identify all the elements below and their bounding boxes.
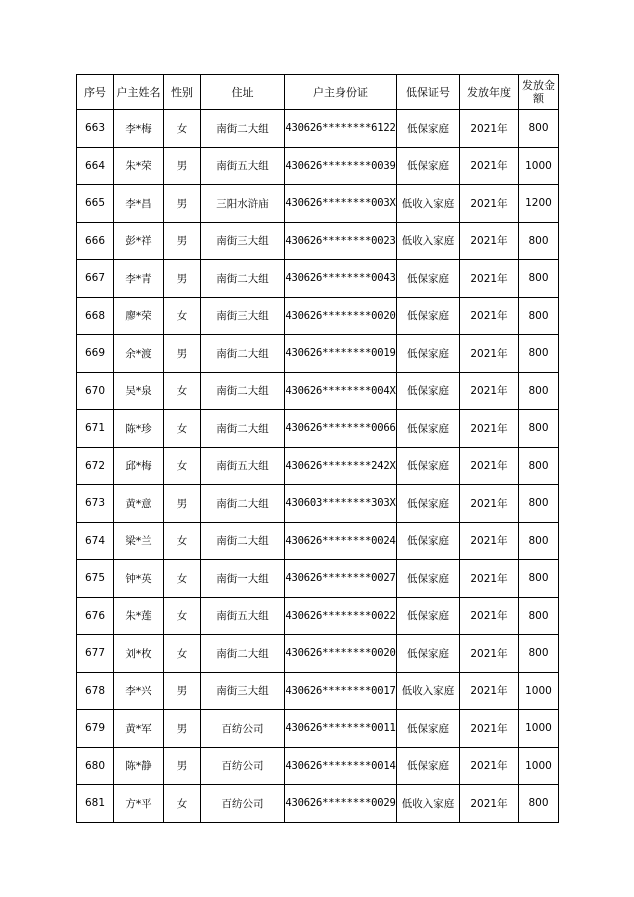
cell-seq: 674 [77,522,114,560]
cell-cert-no: 低保家庭 [397,372,460,410]
cell-amount: 800 [519,335,559,373]
cell-cert-no: 低收入家庭 [397,185,460,223]
cell-seq: 664 [77,147,114,185]
cell-name: 刘*枚 [114,635,164,673]
cell-amount: 800 [519,522,559,560]
cell-address: 南街三大组 [201,672,285,710]
cell-amount: 1000 [519,672,559,710]
cell-seq: 675 [77,560,114,598]
header-address: 住址 [201,75,285,110]
cell-cert-no: 低保家庭 [397,747,460,785]
table-row [77,335,559,373]
cell-address: 百纺公司 [201,785,285,823]
cell-cert-no: 低保家庭 [397,260,460,298]
cell-gender: 男 [164,710,201,748]
cell-address: 三阳水浒庙 [201,185,285,223]
cell-amount: 800 [519,597,559,635]
cell-amount: 1000 [519,710,559,748]
cell-name: 朱*荣 [114,147,164,185]
cell-name: 余*渡 [114,335,164,373]
table-row [77,485,559,523]
cell-address: 南街二大组 [201,372,285,410]
cell-amount: 800 [519,222,559,260]
cell-amount: 800 [519,447,559,485]
cell-year: 2021年 [460,710,519,748]
cell-name: 李*青 [114,260,164,298]
cell-address: 南街五大组 [201,147,285,185]
header-seq: 序号 [77,75,114,110]
cell-amount: 1000 [519,747,559,785]
cell-seq: 668 [77,297,114,335]
table-row [77,410,559,448]
cell-name: 廖*荣 [114,297,164,335]
cell-address: 南街五大组 [201,447,285,485]
cell-seq: 681 [77,785,114,823]
cell-gender: 女 [164,785,201,823]
cell-id-card: 430626********004X [285,372,397,410]
cell-name: 吴*泉 [114,372,164,410]
cell-name: 朱*莲 [114,597,164,635]
table-row [77,560,559,598]
cell-cert-no: 低收入家庭 [397,672,460,710]
cell-gender: 女 [164,410,201,448]
cell-address: 百纺公司 [201,710,285,748]
cell-gender: 女 [164,447,201,485]
cell-gender: 男 [164,185,201,223]
cell-year: 2021年 [460,260,519,298]
cell-cert-no: 低保家庭 [397,560,460,598]
cell-name: 邱*梅 [114,447,164,485]
table-body [77,110,559,823]
cell-year: 2021年 [460,560,519,598]
cell-year: 2021年 [460,447,519,485]
cell-cert-no: 低收入家庭 [397,222,460,260]
cell-id-card: 430603********303X [285,485,397,523]
cell-address: 百纺公司 [201,747,285,785]
cell-year: 2021年 [460,147,519,185]
cell-amount: 800 [519,560,559,598]
table-row [77,260,559,298]
cell-name: 李*梅 [114,110,164,148]
cell-seq: 673 [77,485,114,523]
cell-gender: 男 [164,672,201,710]
cell-seq: 672 [77,447,114,485]
cell-seq: 670 [77,372,114,410]
cell-address: 南街二大组 [201,522,285,560]
cell-id-card: 430626********0011 [285,710,397,748]
cell-id-card: 430626********0023 [285,222,397,260]
cell-seq: 676 [77,597,114,635]
cell-amount: 800 [519,485,559,523]
cell-gender: 男 [164,335,201,373]
table-row [77,635,559,673]
cell-gender: 女 [164,297,201,335]
cell-seq: 666 [77,222,114,260]
cell-year: 2021年 [460,185,519,223]
cell-year: 2021年 [460,635,519,673]
cell-id-card: 430626********242X [285,447,397,485]
cell-cert-no: 低保家庭 [397,447,460,485]
cell-cert-no: 低保家庭 [397,410,460,448]
cell-id-card: 430626********0019 [285,335,397,373]
table-row [77,447,559,485]
cell-name: 黄*军 [114,710,164,748]
table-row [77,597,559,635]
cell-address: 南街二大组 [201,410,285,448]
table-row [77,222,559,260]
cell-seq: 669 [77,335,114,373]
cell-amount: 800 [519,297,559,335]
relief-table [76,74,559,823]
header-year: 发放年度 [460,75,519,110]
cell-amount: 800 [519,410,559,448]
cell-year: 2021年 [460,785,519,823]
table-row [77,522,559,560]
cell-year: 2021年 [460,372,519,410]
cell-address: 南街三大组 [201,222,285,260]
cell-year: 2021年 [460,747,519,785]
cell-amount: 800 [519,635,559,673]
cell-cert-no: 低保家庭 [397,485,460,523]
cell-address: 南街二大组 [201,635,285,673]
table-header [77,75,559,110]
cell-address: 南街二大组 [201,260,285,298]
cell-gender: 女 [164,597,201,635]
cell-gender: 男 [164,485,201,523]
cell-seq: 680 [77,747,114,785]
cell-address: 南街五大组 [201,597,285,635]
cell-seq: 667 [77,260,114,298]
cell-name: 梁*兰 [114,522,164,560]
cell-year: 2021年 [460,110,519,148]
cell-id-card: 430626********0066 [285,410,397,448]
cell-id-card: 430626********0020 [285,635,397,673]
cell-id-card: 430626********0043 [285,260,397,298]
cell-name: 陈*静 [114,747,164,785]
cell-amount: 800 [519,372,559,410]
header-cert-no: 低保证号 [397,75,460,110]
cell-gender: 男 [164,747,201,785]
header-amount: 发放金额 [519,75,559,110]
cell-id-card: 430626********0014 [285,747,397,785]
cell-seq: 671 [77,410,114,448]
table-row [77,785,559,823]
table-row [77,747,559,785]
cell-seq: 679 [77,710,114,748]
cell-name: 黄*意 [114,485,164,523]
cell-seq: 663 [77,110,114,148]
cell-address: 南街三大组 [201,297,285,335]
cell-cert-no: 低保家庭 [397,110,460,148]
cell-year: 2021年 [460,410,519,448]
cell-year: 2021年 [460,672,519,710]
header-name: 户主姓名 [114,75,164,110]
cell-id-card: 430626********0039 [285,147,397,185]
cell-seq: 678 [77,672,114,710]
cell-gender: 男 [164,147,201,185]
cell-year: 2021年 [460,485,519,523]
cell-address: 南街二大组 [201,335,285,373]
cell-gender: 男 [164,222,201,260]
cell-year: 2021年 [460,597,519,635]
cell-id-card: 430626********0017 [285,672,397,710]
cell-amount: 800 [519,110,559,148]
cell-id-card: 430626********6122 [285,110,397,148]
table-row [77,297,559,335]
table-row [77,710,559,748]
cell-id-card: 430626********003X [285,185,397,223]
cell-name: 李*昌 [114,185,164,223]
cell-cert-no: 低保家庭 [397,297,460,335]
cell-id-card: 430626********0020 [285,297,397,335]
cell-cert-no: 低保家庭 [397,522,460,560]
cell-cert-no: 低保家庭 [397,597,460,635]
cell-id-card: 430626********0022 [285,597,397,635]
cell-id-card: 430626********0027 [285,560,397,598]
table-row [77,185,559,223]
cell-cert-no: 低收入家庭 [397,785,460,823]
cell-address: 南街二大组 [201,110,285,148]
cell-year: 2021年 [460,522,519,560]
cell-seq: 677 [77,635,114,673]
cell-cert-no: 低保家庭 [397,147,460,185]
cell-amount: 1200 [519,185,559,223]
table-row [77,110,559,148]
cell-cert-no: 低保家庭 [397,710,460,748]
cell-year: 2021年 [460,297,519,335]
table-row [77,372,559,410]
cell-gender: 女 [164,635,201,673]
cell-amount: 800 [519,785,559,823]
header-id-card: 户主身份证 [285,75,397,110]
cell-gender: 女 [164,110,201,148]
cell-name: 陈*珍 [114,410,164,448]
cell-year: 2021年 [460,222,519,260]
cell-name: 方*平 [114,785,164,823]
table-row [77,147,559,185]
cell-id-card: 430626********0029 [285,785,397,823]
header-gender: 性别 [164,75,201,110]
cell-id-card: 430626********0024 [285,522,397,560]
cell-gender: 女 [164,560,201,598]
cell-cert-no: 低保家庭 [397,635,460,673]
cell-gender: 男 [164,260,201,298]
cell-amount: 800 [519,260,559,298]
table-row [77,672,559,710]
cell-address: 南街一大组 [201,560,285,598]
cell-year: 2021年 [460,335,519,373]
cell-name: 彭*祥 [114,222,164,260]
cell-gender: 女 [164,372,201,410]
cell-gender: 女 [164,522,201,560]
cell-cert-no: 低保家庭 [397,335,460,373]
cell-name: 钟*英 [114,560,164,598]
cell-name: 李*兴 [114,672,164,710]
header-row [77,75,559,110]
cell-address: 南街二大组 [201,485,285,523]
cell-seq: 665 [77,185,114,223]
cell-amount: 1000 [519,147,559,185]
